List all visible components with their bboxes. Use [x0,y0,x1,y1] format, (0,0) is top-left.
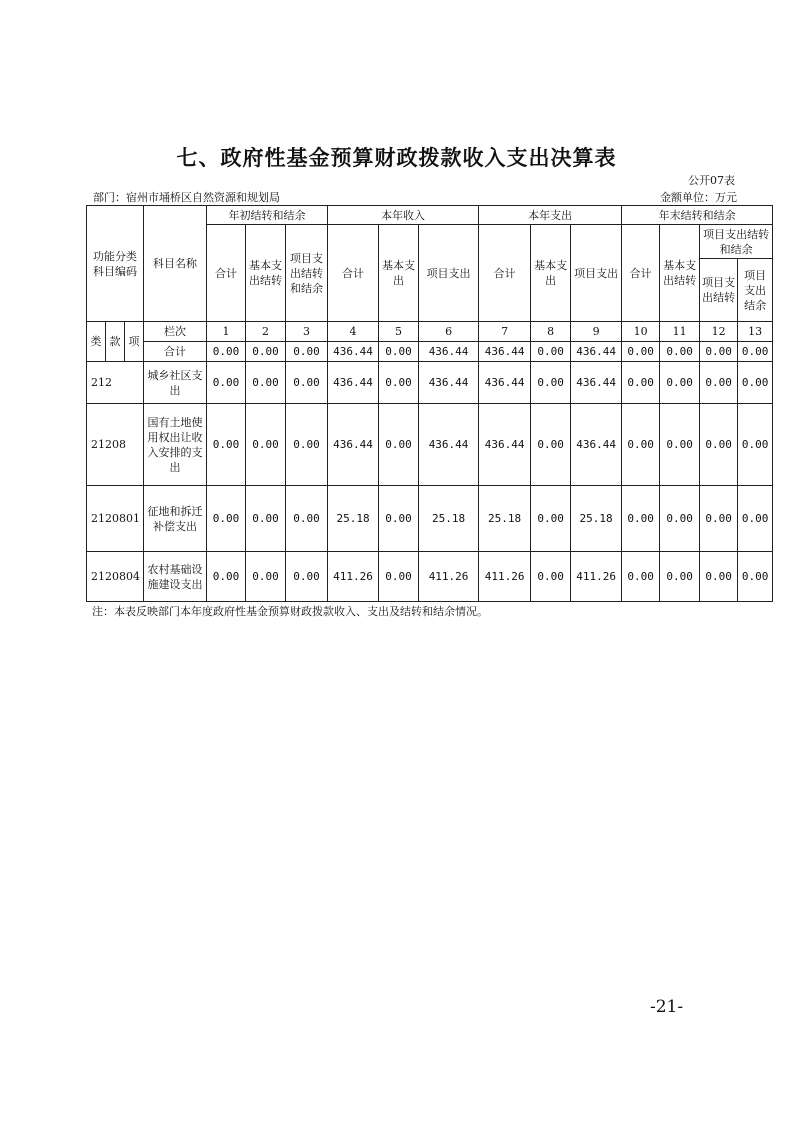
table-row [87,362,773,404]
total-cell: 436.44 [419,342,479,362]
row-cell: 0.00 [531,552,571,602]
row-cell: 0.00 [246,404,286,486]
table-row [87,552,773,602]
total-cell: 0.00 [379,342,419,362]
col-num: 1 [207,322,246,342]
row-name: 农村基础设施建设支出 [144,552,207,602]
row-cell: 25.18 [479,486,531,552]
row-cell: 0.00 [531,362,571,404]
row-cell: 0.00 [622,362,660,404]
row-cell: 0.00 [246,552,286,602]
row-cell: 0.00 [207,404,246,486]
column-index-row [87,322,773,342]
row-cell: 0.00 [660,362,700,404]
table-row [87,486,773,552]
row-cell: 0.00 [622,552,660,602]
table-row [87,404,773,486]
col-num: 8 [531,322,571,342]
row-cell: 0.00 [379,362,419,404]
row-cell: 0.00 [660,486,700,552]
header-project-expense-3: 项目支出 [571,225,622,322]
col-num: 12 [700,322,738,342]
header-basic-expense-2: 基本支出 [379,225,419,322]
row-cell: 0.00 [622,486,660,552]
header-project-carry-balance: 项目支出结转和结余 [286,225,328,322]
row-cell: 0.00 [207,362,246,404]
row-cell: 0.00 [379,552,419,602]
row-cell: 25.18 [328,486,379,552]
row-cell: 0.00 [286,362,328,404]
row-cell: 436.44 [571,404,622,486]
row-code: 2120801 [87,486,144,552]
row-cell: 0.00 [660,552,700,602]
lei-label: 类 [87,322,106,362]
total-cell: 0.00 [738,342,773,362]
row-name: 征地和拆迁补偿支出 [144,486,207,552]
total-cell: 0.00 [531,342,571,362]
col-num: 7 [479,322,531,342]
row-cell: 0.00 [379,404,419,486]
total-cell: 0.00 [286,342,328,362]
col-num: 6 [419,322,479,342]
total-cell: 0.00 [700,342,738,362]
total-cell: 436.44 [328,342,379,362]
group-end-header: 年末结转和结余 [622,206,773,225]
row-cell: 411.26 [328,552,379,602]
row-cell: 0.00 [700,486,738,552]
col-num: 9 [571,322,622,342]
row-cell: 436.44 [419,404,479,486]
page-number: -21- [650,997,684,1017]
subject-name-header: 科目名称 [144,206,207,322]
header-total-2: 合计 [328,225,379,322]
row-cell: 0.00 [246,486,286,552]
row-code: 2120804 [87,552,144,602]
xiang-label: 项 [125,322,144,362]
header-total-1: 合计 [207,225,246,322]
row-cell: 0.00 [531,486,571,552]
total-cell: 0.00 [622,342,660,362]
row-cell: 436.44 [479,362,531,404]
row-cell: 0.00 [622,404,660,486]
total-cell: 0.00 [207,342,246,362]
row-cell: 436.44 [328,404,379,486]
header-total-4: 合计 [622,225,660,322]
col-num: 3 [286,322,328,342]
row-code: 212 [87,362,144,404]
total-cell: 0.00 [660,342,700,362]
header-total-3: 合计 [479,225,531,322]
row-cell: 0.00 [700,362,738,404]
department-label: 部门：宿州市埇桥区自然资源和规划局 [93,191,280,204]
col-num: 2 [246,322,286,342]
form-number: 公开07表 [688,174,735,187]
row-cell: 0.00 [286,486,328,552]
header-row-1 [87,206,773,225]
row-cell: 411.26 [571,552,622,602]
row-cell: 0.00 [286,552,328,602]
row-cell: 0.00 [286,404,328,486]
row-cell: 0.00 [738,362,773,404]
group-expense-header: 本年支出 [479,206,622,225]
row-cell: 0.00 [207,486,246,552]
header-basic-expense-3: 基本支出 [531,225,571,322]
row-cell: 0.00 [738,404,773,486]
row-cell: 0.00 [531,404,571,486]
header-basic-carry-4: 基本支出结转 [660,225,700,322]
total-cell: 0.00 [246,342,286,362]
row-cell: 0.00 [246,362,286,404]
table-note: 注：本表反映部门本年度政府性基金预算财政拨款收入、支出及结转和结余情况。 [92,605,488,618]
row-cell: 411.26 [419,552,479,602]
row-name: 城乡社区支出 [144,362,207,404]
col-num: 5 [379,322,419,342]
header-project-balance: 项目支出结余 [738,259,773,322]
header-project-expense-2: 项目支出 [419,225,479,322]
row-cell: 25.18 [419,486,479,552]
row-cell: 436.44 [328,362,379,404]
header-project-carry: 项目支出结转 [700,259,738,322]
row-cell: 411.26 [479,552,531,602]
col-num: 10 [622,322,660,342]
col-num: 11 [660,322,700,342]
group-income-header: 本年收入 [328,206,479,225]
row-cell: 0.00 [660,404,700,486]
header-project-carry-group: 项目支出结转和结余 [700,225,773,259]
col-num: 4 [328,322,379,342]
group-beginning-header: 年初结转和结余 [207,206,328,225]
header-basic-carry-1: 基本支出结转 [246,225,286,322]
total-label: 合计 [144,342,207,362]
page-title: 七、政府性基金预算财政拨款收入支出决算表 [176,146,617,170]
row-cell: 0.00 [738,552,773,602]
row-cell: 0.00 [700,404,738,486]
kuan-label: 款 [106,322,125,362]
column-index-label: 栏次 [144,322,207,342]
row-cell: 0.00 [379,486,419,552]
col-num: 13 [738,322,773,342]
total-row [87,342,773,362]
total-cell: 436.44 [571,342,622,362]
row-cell: 25.18 [571,486,622,552]
row-cell: 436.44 [419,362,479,404]
row-cell: 436.44 [571,362,622,404]
row-cell: 436.44 [479,404,531,486]
fund-budget-table [86,205,773,602]
func-code-header: 功能分类科目编码 [87,206,144,322]
row-name: 国有土地使用权出让收入安排的支出 [144,404,207,486]
row-cell: 0.00 [738,486,773,552]
row-cell: 0.00 [207,552,246,602]
row-code: 21208 [87,404,144,486]
total-cell: 436.44 [479,342,531,362]
row-cell: 0.00 [700,552,738,602]
amount-unit-label: 金额单位：万元 [660,191,737,204]
